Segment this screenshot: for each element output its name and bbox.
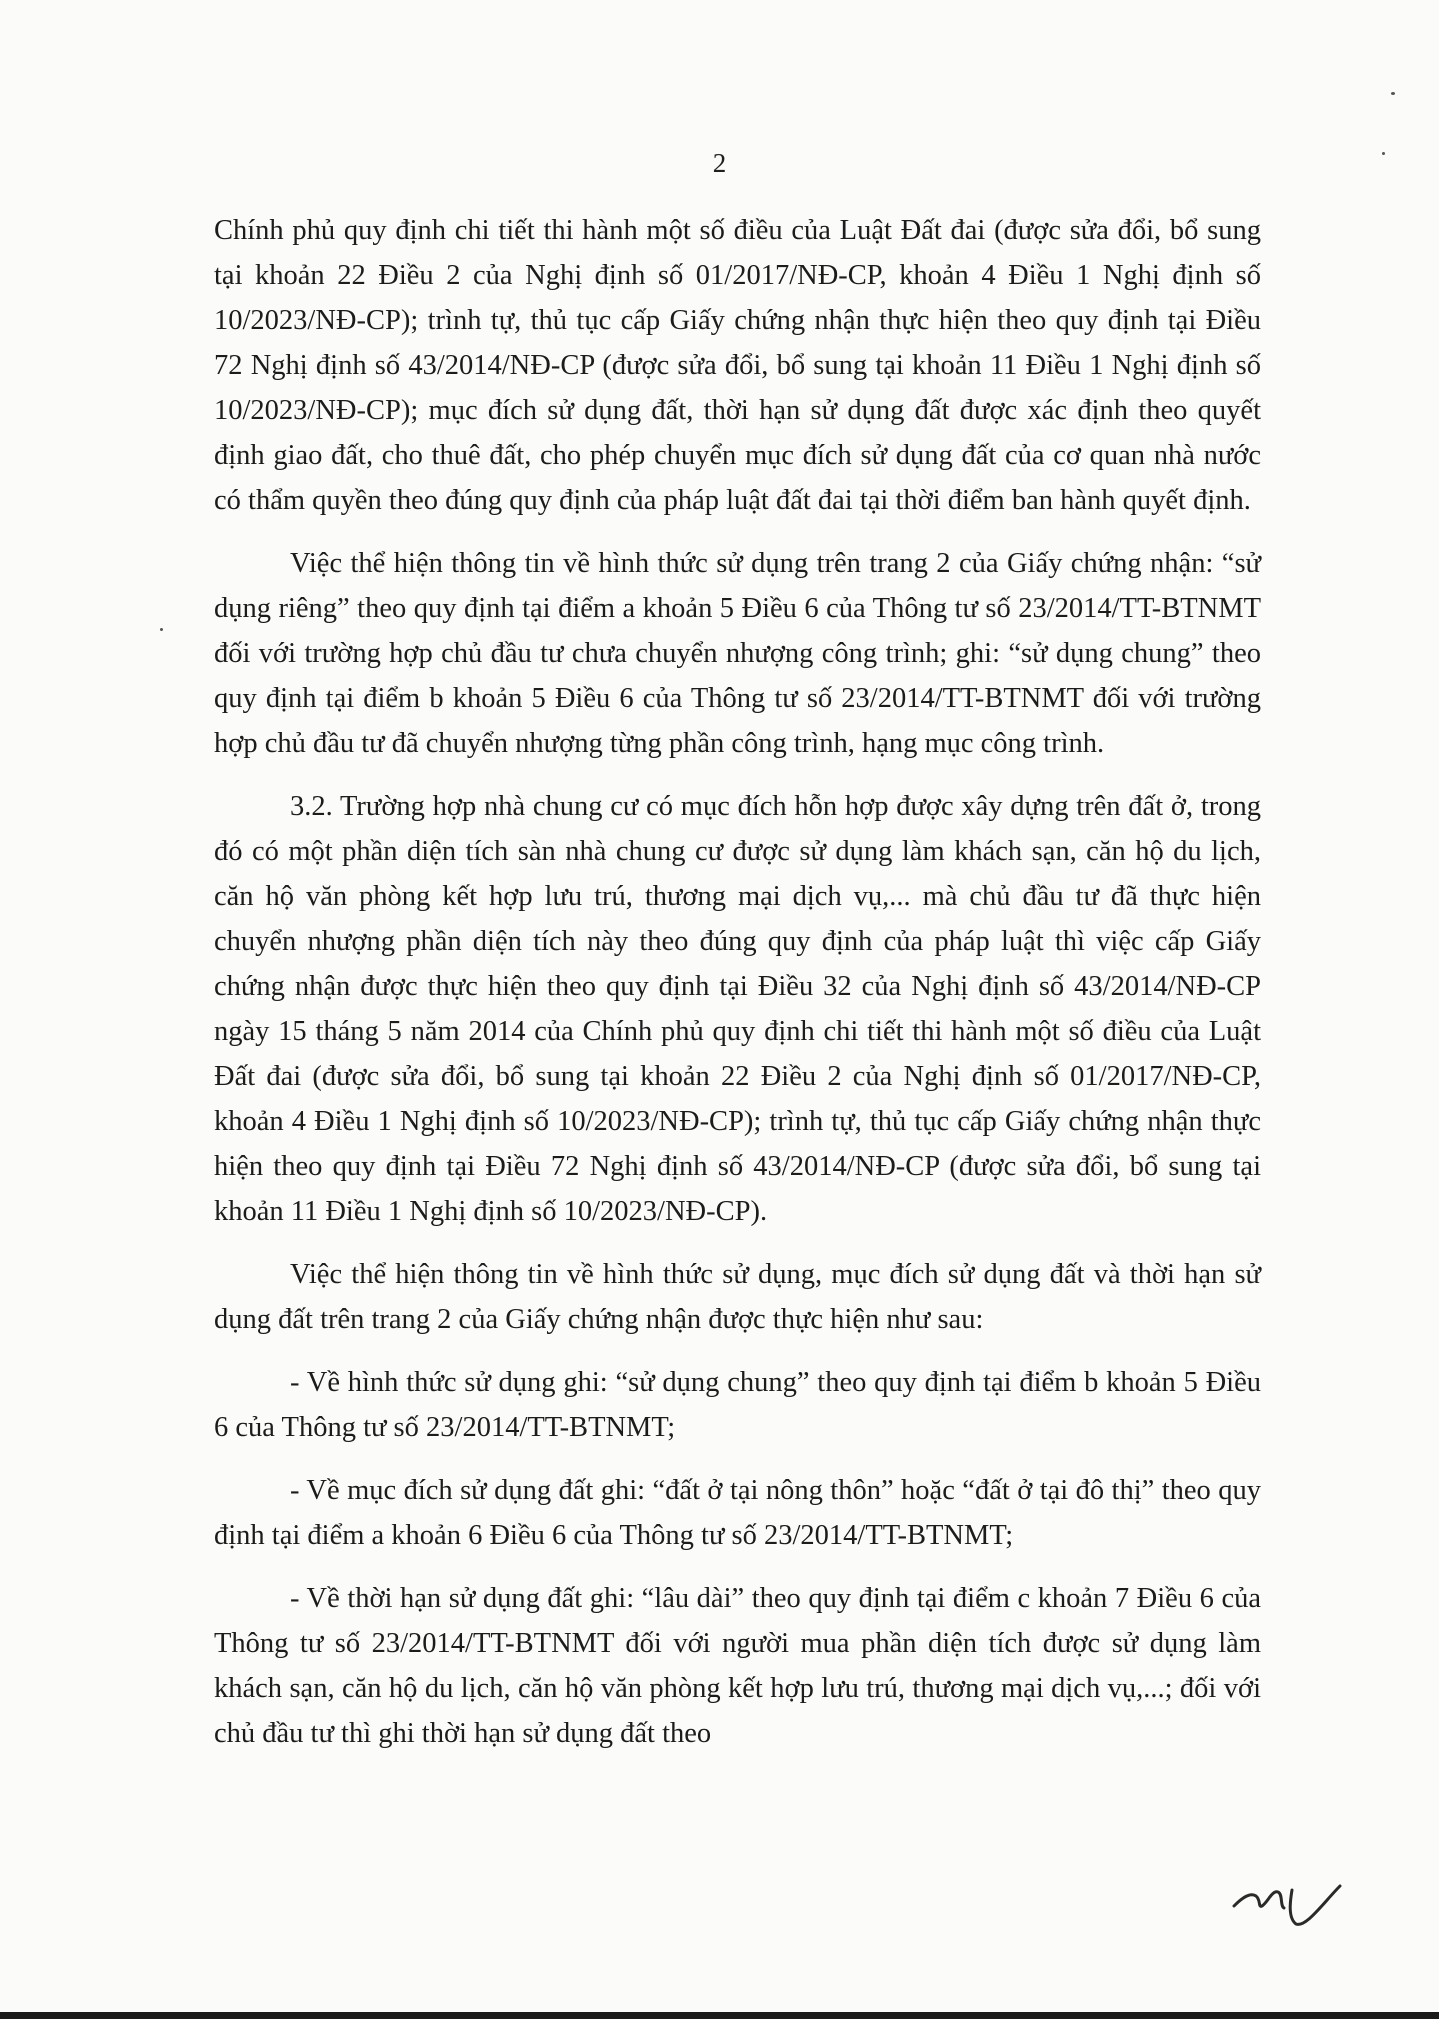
paragraph-section-3-2: 3.2. Trường hợp nhà chung cư có mục đích hỗn hợp được xây dựng trên đất ở, trong đó có một phần diện tích sàn nhà chung cư được sử dụng làm khách sạn, căn hộ du lịch, căn hộ văn phòng kết hợp lưu trú, thương mại dịch vụ,... mà chủ đầu tư đã thực hiện chuyển nhượng phần diện tích này theo đúng quy định của pháp luật thì việc cấp Giấy chứng nhận được thực hiện theo quy định tại Điều 32 của Nghị định số 43/2014/NĐ-CP ngày 15 tháng 5 năm 2014 của Chính phủ quy định chi tiết thi hành một số điều của Luật Đất đai (được sửa đổi, bổ sung tại khoản 22 Điều 2 của Nghị định số 01/2017/NĐ-CP, khoản 4 Điều 1 Nghị định số 10/2023/NĐ-CP); trình tự, thủ tục cấp Giấy chứng nhận thực hiện theo quy định tại Điều 72 Nghị định số 43/2014/NĐ-CP (được sửa đổi, bổ sung tại khoản 11 Điều 1 Nghị định số 10/2023/NĐ-CP). [214,791,1261,1227]
signature-initials [1228,1862,1348,1932]
paragraph-continued: Chính phủ quy định chi tiết thi hành một số điều của Luật Đất đai (được sửa đổi, bổ sung tại khoản 22 Điều 2 của Nghị định số 01/2017/NĐ-CP, khoản 4 Điều 1 Nghị định số 10/2023/NĐ-CP); trình tự, thủ tục cấp Giấy chứng nhận thực hiện theo quy định tại Điều 72 Nghị định số 43/2014/NĐ-CP (được sửa đổi, bổ sung tại khoản 11 Điều 1 Nghị định số 10/2023/NĐ-CP); mục đích sử dụng đất, thời hạn sử dụng đất được xác định theo quyết định giao đất, cho thuê đất, cho phép chuyển mục đích sử dụng đất của cơ quan nhà nước có thẩm quyền theo đúng quy định của pháp luật đất đai tại thời điểm ban hành quyết định. [214,215,1261,516]
list-item-land-purpose: - Về mục đích sử dụng đất ghi: “đất ở tại nông thôn” hoặc “đất ở tại đô thị” theo quy định tại điểm a khoản 6 Điều 6 của Thông tư số 23/2014/TT-BTNMT; [214,1475,1261,1551]
page-number: 2 [712,148,727,178]
scan-bottom-edge [0,2012,1439,2019]
document-body [214,208,1261,1774]
paragraph-usage-form: Việc thể hiện thông tin về hình thức sử dụng trên trang 2 của Giấy chứng nhận: “sử dụng riêng” theo quy định tại điểm a khoản 5 Điều 6 của Thông tư số 23/2014/TT-BTNMT đối với trường hợp chủ đầu tư chưa chuyển nhượng công trình; ghi: “sử dụng chung” theo quy định tại điểm b khoản 5 Điều 6 của Thông tư số 23/2014/TT-BTNMT đối với trường hợp chủ đầu tư đã chuyển nhượng từng phần công trình, hạng mục công trình. [214,548,1261,759]
scan-speck [160,628,163,631]
list-item-land-term: - Về thời hạn sử dụng đất ghi: “lâu dài” theo quy định tại điểm c khoản 7 Điều 6 của Thông tư số 23/2014/TT-BTNMT đối với người mua phần diện tích được sử dụng làm khách sạn, căn hộ du lịch, căn hộ văn phòng kết hợp lưu trú, thương mại dịch vụ,...; đối với chủ đầu tư thì ghi thời hạn sử dụng đất theo [214,1583,1261,1749]
scan-speck [1382,152,1385,155]
paragraph-display-info: Việc thể hiện thông tin về hình thức sử dụng, mục đích sử dụng đất và thời hạn sử dụng đất trên trang 2 của Giấy chứng nhận được thực hiện như sau: [214,1259,1261,1335]
list-item-usage-form: - Về hình thức sử dụng ghi: “sử dụng chung” theo quy định tại điểm b khoản 5 Điều 6 của Thông tư số 23/2014/TT-BTNMT; [214,1367,1261,1443]
scan-speck [1391,92,1395,95]
